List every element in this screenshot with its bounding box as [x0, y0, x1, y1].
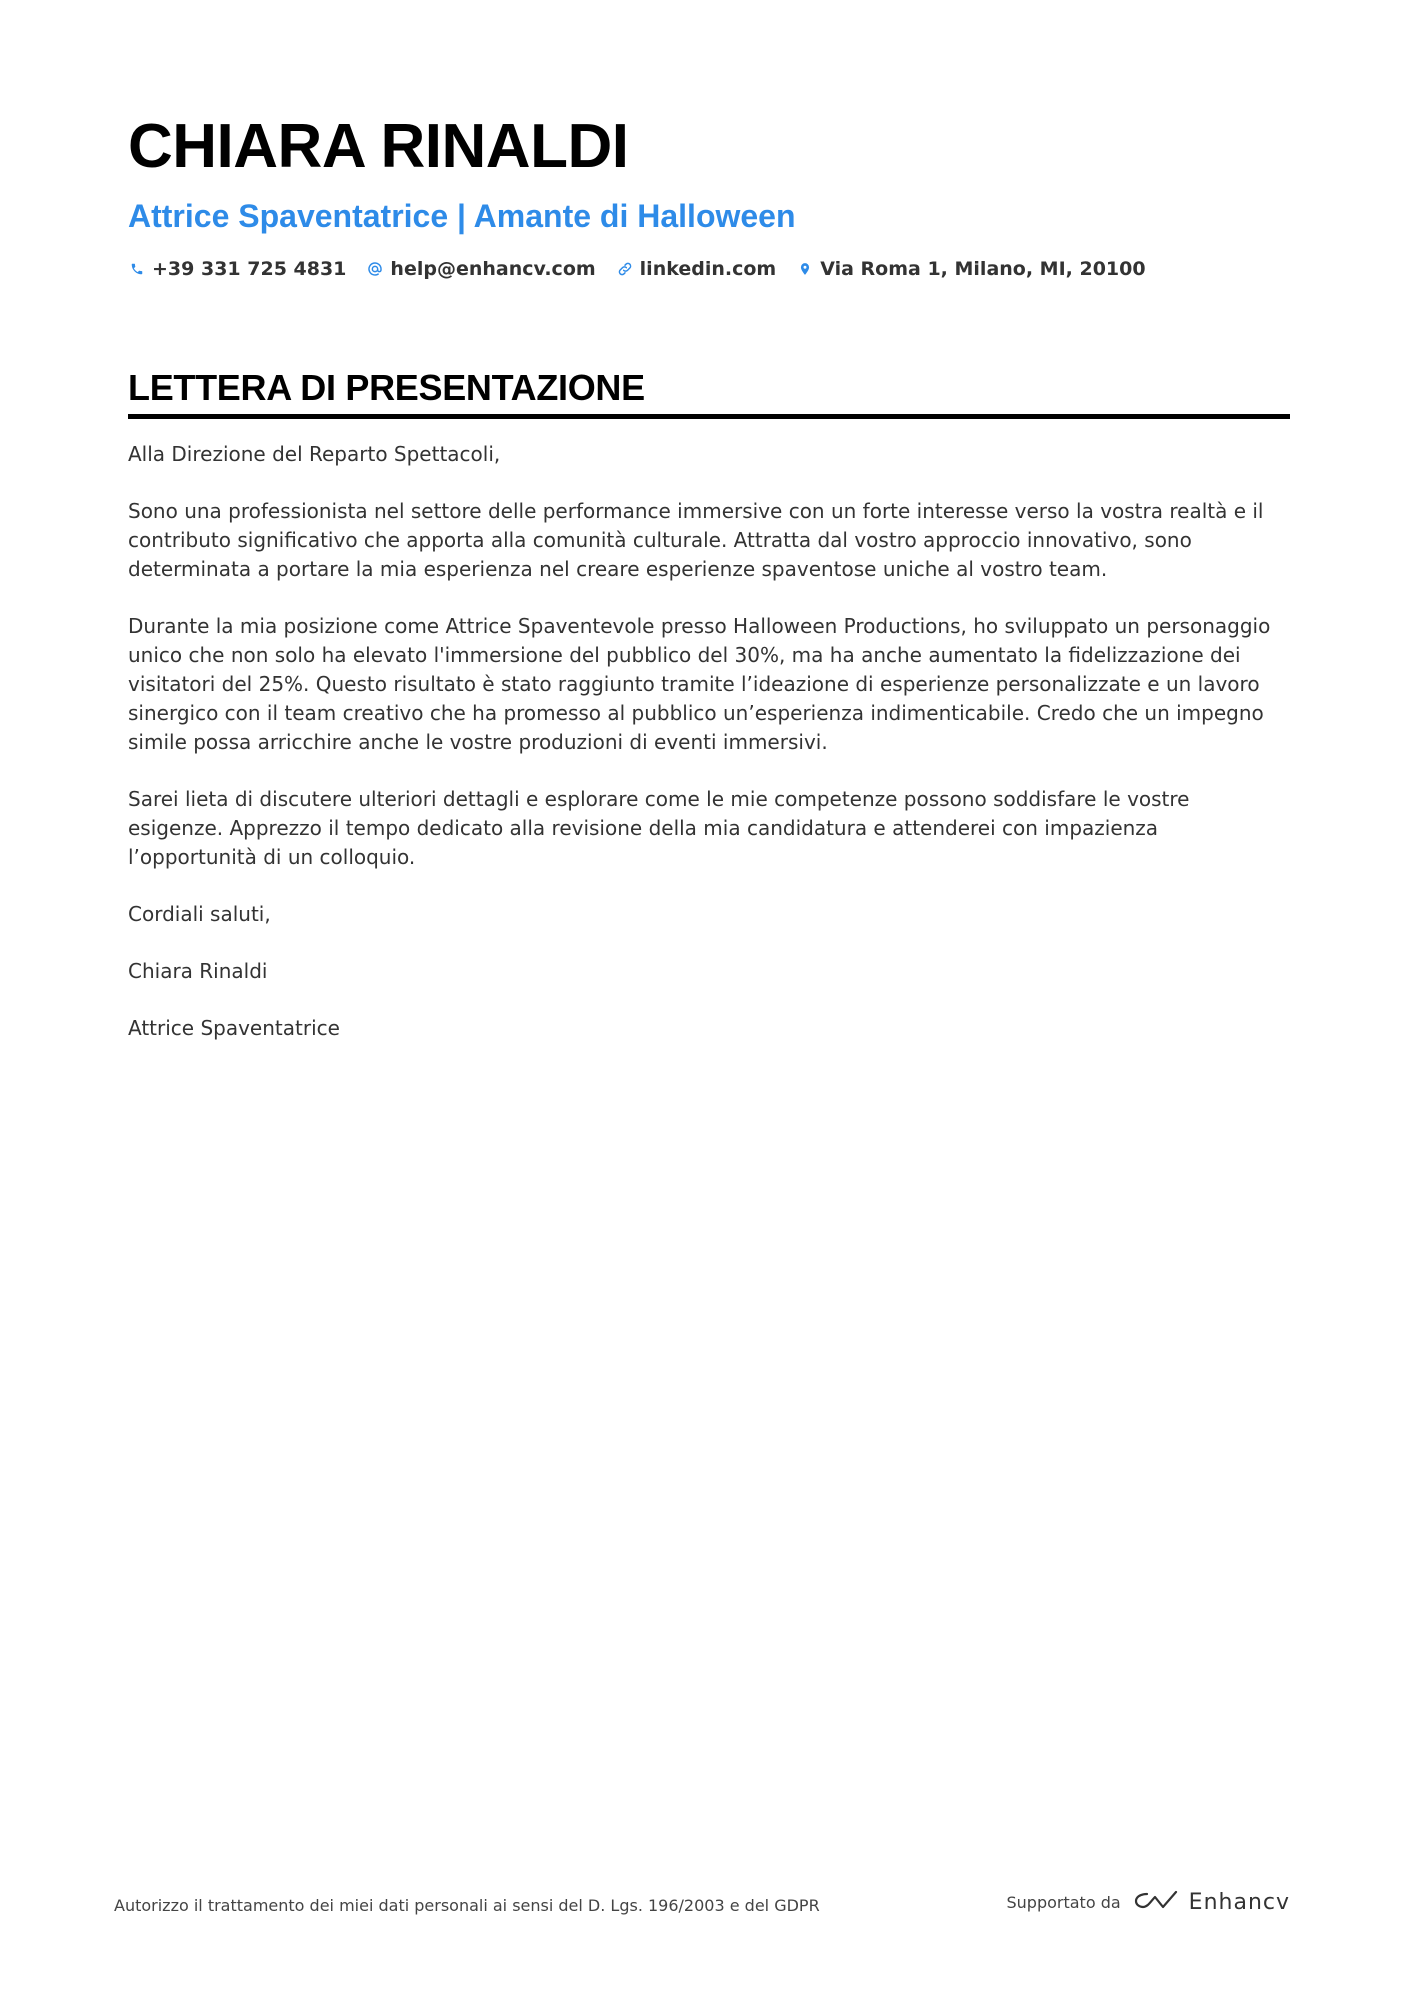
- enhancv-brand: Enhancv: [1188, 1889, 1290, 1915]
- signature-title: Attrice Spaventatrice: [128, 1016, 340, 1040]
- linkedin-text: linkedin.com: [639, 258, 777, 280]
- contact-phone[interactable]: [128, 258, 346, 280]
- at-icon: [366, 260, 384, 278]
- letter-paragraph: Durante la mia posizione come Attrice Spaventevole presso Halloween Productions, ho sviluppato un personaggio unico che non solo ha elevato l'immersione del pubblico del 30%, ma ha anche aumentato la fidelizzazione dei visitatori del 25%. Questo risultato è stato raggiunto tramite l’ideazione di esperienze personalizzate e un lavoro sinergico con il team creativo che ha promesso al pubblico un’esperienza indimenticabile. Credo che un impegno simile possa arricchire anche le vostre produzioni di eventi immersivi.: [128, 614, 1271, 754]
- letter-paragraph: Sarei lieta di discutere ulteriori dettagli e esplorare come le mie competenze possono soddisfare le vostre esigenze. Apprezzo il tempo dedicato alla revisione della mia candidatura e attenderei con impazienza l’opportunità di un colloquio.: [128, 787, 1190, 869]
- supported-by-label: Supportato da: [1006, 1892, 1121, 1912]
- letter-paragraph: Sono una professionista nel settore delle performance immersive con un forte interesse verso la vostra realtà e il contributo significativo che apporta alla comunità culturale. Attratta dal vostro approccio innovativo, sono determinata a portare la mia esperienza nel creare esperienze spaventose uniche al vostro team.: [128, 499, 1264, 581]
- letter-greeting: Alla Direzione del Reparto Spettacoli,: [128, 442, 501, 466]
- contact-address: [796, 258, 1145, 280]
- section-title: LETTERA DI PRESENTAZIONE: [128, 366, 1290, 419]
- link-icon: [616, 260, 634, 278]
- contact-bar: [128, 258, 1288, 280]
- contact-email[interactable]: [366, 258, 595, 280]
- powered-by[interactable]: [1007, 1888, 1291, 1916]
- header: [128, 112, 1288, 280]
- address-text: Via Roma 1, Milano, MI, 20100: [820, 258, 1146, 280]
- letter-closing: Cordiali saluti,: [128, 902, 271, 926]
- email-text: help@enhancv.com: [390, 258, 596, 280]
- privacy-consent: Autorizzo il trattamento dei miei dati personali ai sensi del D. Lgs. 196/2003 e del GDPR: [114, 1896, 820, 1915]
- applicant-title: Attrice Spaventatrice | Amante di Halloween: [128, 198, 796, 234]
- enhancv-logo-icon: [1133, 1888, 1179, 1916]
- location-pin-icon: [796, 260, 814, 278]
- letter-body: [128, 440, 1288, 1071]
- phone-text: +39 331 725 4831: [152, 258, 347, 280]
- signature-name: Chiara Rinaldi: [128, 959, 268, 983]
- contact-linkedin[interactable]: [616, 258, 777, 280]
- phone-icon: [128, 260, 146, 278]
- applicant-name: CHIARA RINALDI: [128, 112, 629, 181]
